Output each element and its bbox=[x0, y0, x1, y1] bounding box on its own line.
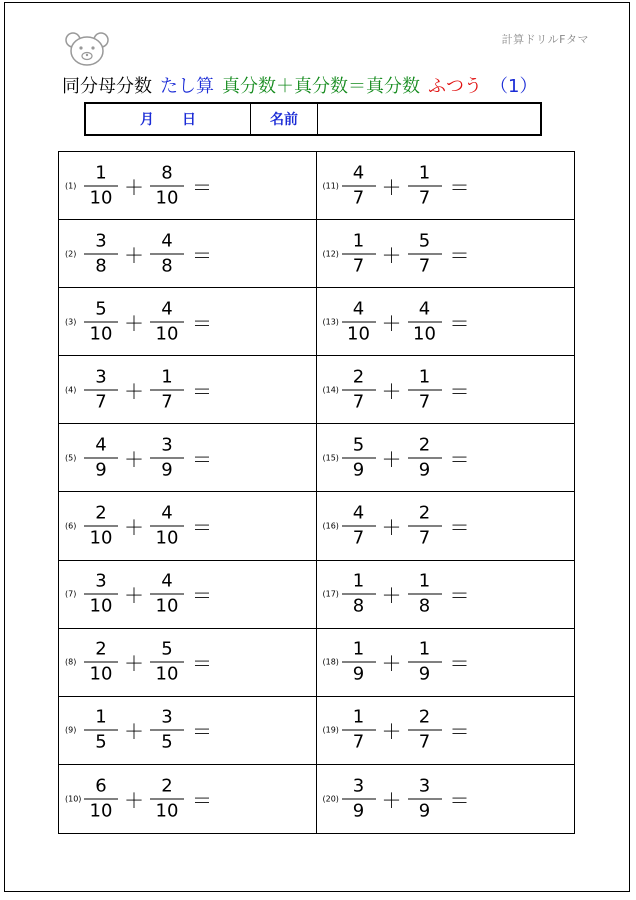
numerator: 2 bbox=[418, 706, 431, 728]
equals-sign: ＝ bbox=[449, 447, 470, 472]
numerator: 8 bbox=[161, 162, 173, 184]
fraction-bar bbox=[342, 389, 376, 390]
equals-sign: ＝ bbox=[449, 515, 470, 540]
denominator: 10 bbox=[155, 323, 179, 345]
name-field[interactable] bbox=[318, 104, 540, 134]
fraction-bar bbox=[150, 594, 184, 595]
numerator: 4 bbox=[352, 298, 365, 320]
numerator: 1 bbox=[95, 162, 107, 184]
denominator: 7 bbox=[418, 527, 431, 549]
problem-cell bbox=[317, 765, 575, 833]
numerator: 1 bbox=[418, 162, 431, 184]
fraction-bar bbox=[408, 253, 442, 254]
title-part: 真分数＋真分数＝真分数 bbox=[222, 76, 420, 97]
brand-text: 計算ドリルFタマ bbox=[501, 33, 589, 46]
fraction-bar bbox=[408, 389, 442, 390]
denominator: 7 bbox=[418, 187, 431, 209]
plus-sign: ＋ bbox=[381, 515, 402, 540]
fraction-expression bbox=[84, 434, 212, 481]
problem-cell bbox=[59, 629, 317, 697]
denominator: 7 bbox=[418, 255, 431, 277]
equals-sign: ＝ bbox=[192, 583, 212, 608]
problem-cell bbox=[317, 356, 575, 424]
first-fraction bbox=[84, 571, 118, 618]
fraction-bar bbox=[150, 185, 184, 186]
problem-cell bbox=[317, 220, 575, 288]
problem-cell bbox=[317, 492, 575, 560]
denominator: 10 bbox=[89, 595, 113, 617]
fraction-bar bbox=[84, 253, 118, 254]
problem-number: (6) bbox=[65, 521, 77, 531]
denominator: 10 bbox=[89, 663, 113, 685]
plus-sign: ＋ bbox=[381, 788, 402, 813]
teddy-bear-icon bbox=[63, 31, 111, 67]
numerator: 3 bbox=[95, 230, 107, 252]
problem-number: (17) bbox=[322, 589, 339, 599]
fraction-bar bbox=[408, 321, 442, 322]
first-fraction bbox=[84, 434, 118, 481]
first-fraction bbox=[84, 230, 118, 277]
numerator: 2 bbox=[161, 775, 173, 797]
fraction-expression bbox=[84, 162, 212, 209]
denominator: 10 bbox=[89, 323, 113, 345]
second-fraction bbox=[150, 366, 184, 413]
plus-sign: ＋ bbox=[124, 651, 144, 676]
name-label: 名前 bbox=[251, 104, 318, 134]
second-fraction bbox=[408, 639, 442, 686]
numerator: 3 bbox=[161, 434, 173, 456]
problem-number: (19) bbox=[322, 725, 339, 735]
second-fraction bbox=[150, 707, 184, 754]
denominator: 10 bbox=[155, 527, 179, 549]
problem-number: (9) bbox=[65, 725, 77, 735]
equals-sign: ＝ bbox=[192, 311, 212, 336]
first-fraction bbox=[342, 298, 376, 345]
denominator: 9 bbox=[352, 800, 365, 822]
plus-sign: ＋ bbox=[124, 515, 144, 540]
problem-number: (11) bbox=[322, 181, 339, 191]
problem-cell bbox=[59, 424, 317, 492]
numerator: 1 bbox=[95, 706, 107, 728]
second-fraction bbox=[408, 775, 442, 822]
first-fraction bbox=[84, 775, 118, 822]
problem-cell bbox=[59, 288, 317, 356]
denominator: 8 bbox=[352, 595, 365, 617]
first-fraction bbox=[342, 775, 376, 822]
second-fraction bbox=[150, 298, 184, 345]
plus-sign: ＋ bbox=[124, 379, 144, 404]
second-fraction bbox=[150, 162, 184, 209]
denominator: 7 bbox=[161, 391, 173, 413]
plus-sign: ＋ bbox=[124, 719, 144, 744]
fraction-bar bbox=[342, 185, 376, 186]
fraction-bar bbox=[408, 730, 442, 731]
fraction-expression bbox=[84, 707, 212, 754]
numerator: 4 bbox=[161, 502, 173, 524]
numerator: 4 bbox=[161, 230, 173, 252]
problem-cell bbox=[59, 152, 317, 220]
problem-number: (4) bbox=[65, 385, 77, 395]
numerator: 2 bbox=[95, 502, 107, 524]
fraction-expression bbox=[84, 775, 212, 822]
fraction-bar bbox=[342, 730, 376, 731]
equals-sign: ＝ bbox=[449, 243, 470, 268]
fraction-bar bbox=[84, 389, 118, 390]
title-part: たし算 bbox=[160, 76, 214, 97]
fraction-bar bbox=[342, 594, 376, 595]
problem-grid bbox=[58, 151, 575, 834]
fraction-bar bbox=[150, 321, 184, 322]
fraction-bar bbox=[150, 253, 184, 254]
numerator: 1 bbox=[161, 366, 173, 388]
denominator: 10 bbox=[89, 800, 113, 822]
fraction-bar bbox=[342, 662, 376, 663]
fraction-bar bbox=[84, 594, 118, 595]
numerator: 1 bbox=[352, 638, 365, 660]
problem-cell bbox=[59, 492, 317, 560]
denominator: 8 bbox=[161, 255, 173, 277]
fraction-bar bbox=[342, 321, 376, 322]
first-fraction bbox=[84, 639, 118, 686]
date-field[interactable] bbox=[86, 104, 251, 134]
title-part: 同分母分数 bbox=[62, 76, 152, 97]
name-date-box bbox=[84, 102, 542, 136]
plus-sign: ＋ bbox=[124, 243, 144, 268]
first-fraction bbox=[84, 162, 118, 209]
first-fraction bbox=[84, 366, 118, 413]
plus-sign: ＋ bbox=[381, 379, 402, 404]
denominator: 7 bbox=[418, 731, 431, 753]
problem-cell bbox=[317, 152, 575, 220]
fraction-expression bbox=[342, 298, 470, 345]
equals-sign: ＝ bbox=[192, 379, 212, 404]
fraction-bar bbox=[84, 730, 118, 731]
plus-sign: ＋ bbox=[124, 583, 144, 608]
numerator: 1 bbox=[418, 638, 431, 660]
second-fraction bbox=[408, 162, 442, 209]
numerator: 4 bbox=[352, 162, 365, 184]
second-fraction bbox=[150, 230, 184, 277]
fraction-expression bbox=[342, 503, 470, 550]
fraction-bar bbox=[84, 526, 118, 527]
plus-sign: ＋ bbox=[381, 175, 402, 200]
numerator: 3 bbox=[352, 775, 365, 797]
fraction-expression bbox=[342, 775, 470, 822]
equals-sign: ＝ bbox=[192, 651, 212, 676]
equals-sign: ＝ bbox=[192, 515, 212, 540]
problem-number: (2) bbox=[65, 249, 77, 259]
numerator: 2 bbox=[418, 502, 431, 524]
fraction-bar bbox=[408, 798, 442, 799]
second-fraction bbox=[150, 571, 184, 618]
problem-number: (1) bbox=[65, 181, 77, 191]
first-fraction bbox=[342, 707, 376, 754]
denominator: 7 bbox=[352, 731, 365, 753]
numerator: 1 bbox=[418, 570, 431, 592]
fraction-expression bbox=[84, 503, 212, 550]
plus-sign: ＋ bbox=[124, 788, 144, 813]
numerator: 1 bbox=[352, 570, 365, 592]
fraction-bar bbox=[150, 526, 184, 527]
numerator: 1 bbox=[352, 230, 365, 252]
first-fraction bbox=[84, 298, 118, 345]
denominator: 10 bbox=[155, 800, 179, 822]
fraction-bar bbox=[150, 457, 184, 458]
problem-number: (12) bbox=[322, 249, 339, 259]
problem-cell bbox=[317, 629, 575, 697]
problem-number: (14) bbox=[322, 385, 339, 395]
fraction-bar bbox=[408, 457, 442, 458]
equals-sign: ＝ bbox=[192, 175, 212, 200]
fraction-bar bbox=[150, 730, 184, 731]
second-fraction bbox=[408, 434, 442, 481]
second-fraction bbox=[408, 503, 442, 550]
denominator: 10 bbox=[89, 527, 113, 549]
numerator: 4 bbox=[418, 298, 431, 320]
fraction-expression bbox=[342, 571, 470, 618]
numerator: 3 bbox=[95, 366, 107, 388]
month-label: 月 bbox=[140, 112, 154, 128]
second-fraction bbox=[150, 503, 184, 550]
equals-sign: ＝ bbox=[449, 788, 470, 813]
denominator: 8 bbox=[95, 255, 107, 277]
denominator: 7 bbox=[352, 187, 365, 209]
numerator: 4 bbox=[161, 298, 173, 320]
equals-sign: ＝ bbox=[449, 583, 470, 608]
first-fraction bbox=[84, 503, 118, 550]
denominator: 10 bbox=[155, 663, 179, 685]
denominator: 8 bbox=[418, 595, 431, 617]
plus-sign: ＋ bbox=[124, 311, 144, 336]
fraction-expression bbox=[84, 571, 212, 618]
plus-sign: ＋ bbox=[381, 583, 402, 608]
numerator: 3 bbox=[161, 706, 173, 728]
plus-sign: ＋ bbox=[381, 651, 402, 676]
fraction-bar bbox=[84, 457, 118, 458]
problem-cell bbox=[59, 697, 317, 765]
problem-cell bbox=[317, 561, 575, 629]
problem-cell bbox=[59, 765, 317, 833]
second-fraction bbox=[150, 775, 184, 822]
denominator: 7 bbox=[95, 391, 107, 413]
day-label: 日 bbox=[182, 112, 196, 128]
second-fraction bbox=[408, 571, 442, 618]
denominator: 10 bbox=[347, 323, 370, 345]
fraction-expression bbox=[342, 366, 470, 413]
problem-cell bbox=[59, 356, 317, 424]
first-fraction bbox=[342, 162, 376, 209]
fraction-bar bbox=[342, 526, 376, 527]
fraction-expression bbox=[84, 639, 212, 686]
denominator: 10 bbox=[155, 187, 179, 209]
fraction-bar bbox=[408, 526, 442, 527]
denominator: 7 bbox=[352, 391, 365, 413]
fraction-expression bbox=[84, 230, 212, 277]
equals-sign: ＝ bbox=[449, 379, 470, 404]
denominator: 9 bbox=[95, 459, 107, 481]
numerator: 2 bbox=[418, 434, 431, 456]
fraction-bar bbox=[408, 594, 442, 595]
fraction-bar bbox=[150, 389, 184, 390]
second-fraction bbox=[408, 366, 442, 413]
fraction-expression bbox=[342, 434, 470, 481]
numerator: 4 bbox=[352, 502, 365, 524]
fraction-expression bbox=[342, 639, 470, 686]
fraction-bar bbox=[84, 662, 118, 663]
denominator: 5 bbox=[95, 731, 107, 753]
problem-cell bbox=[59, 220, 317, 288]
fraction-expression bbox=[342, 162, 470, 209]
problem-number: (10) bbox=[65, 794, 82, 804]
fraction-bar bbox=[408, 185, 442, 186]
denominator: 9 bbox=[161, 459, 173, 481]
problem-number: (8) bbox=[65, 657, 77, 667]
equals-sign: ＝ bbox=[192, 447, 212, 472]
equals-sign: ＝ bbox=[449, 719, 470, 744]
denominator: 7 bbox=[352, 255, 365, 277]
problem-cell bbox=[317, 424, 575, 492]
fraction-bar bbox=[84, 185, 118, 186]
denominator: 7 bbox=[418, 391, 431, 413]
problem-number: (15) bbox=[322, 453, 339, 463]
numerator: 2 bbox=[352, 366, 365, 388]
second-fraction bbox=[150, 639, 184, 686]
first-fraction bbox=[342, 571, 376, 618]
denominator: 9 bbox=[352, 663, 365, 685]
plus-sign: ＋ bbox=[124, 175, 144, 200]
numerator: 6 bbox=[95, 775, 107, 797]
denominator: 9 bbox=[418, 663, 431, 685]
problem-cell bbox=[317, 288, 575, 356]
fraction-expression bbox=[84, 298, 212, 345]
first-fraction bbox=[342, 230, 376, 277]
plus-sign: ＋ bbox=[381, 243, 402, 268]
equals-sign: ＝ bbox=[449, 175, 470, 200]
denominator: 9 bbox=[418, 459, 431, 481]
denominator: 7 bbox=[352, 527, 365, 549]
numerator: 2 bbox=[95, 638, 107, 660]
denominator: 10 bbox=[413, 323, 436, 345]
equals-sign: ＝ bbox=[192, 788, 212, 813]
problem-number: (18) bbox=[322, 657, 339, 667]
numerator: 5 bbox=[161, 638, 173, 660]
title-part: （1） bbox=[490, 76, 538, 97]
first-fraction bbox=[342, 503, 376, 550]
first-fraction bbox=[84, 707, 118, 754]
second-fraction bbox=[408, 230, 442, 277]
problem-number: (3) bbox=[65, 317, 77, 327]
fraction-bar bbox=[342, 798, 376, 799]
plus-sign: ＋ bbox=[381, 719, 402, 744]
first-fraction bbox=[342, 434, 376, 481]
denominator: 10 bbox=[155, 595, 179, 617]
fraction-expression bbox=[342, 230, 470, 277]
plus-sign: ＋ bbox=[124, 447, 144, 472]
fraction-bar bbox=[150, 798, 184, 799]
problem-number: (16) bbox=[322, 521, 339, 531]
numerator: 1 bbox=[352, 706, 365, 728]
fraction-expression bbox=[84, 366, 212, 413]
numerator: 5 bbox=[352, 434, 365, 456]
plus-sign: ＋ bbox=[381, 311, 402, 336]
problem-number: (13) bbox=[322, 317, 339, 327]
fraction-bar bbox=[342, 253, 376, 254]
denominator: 9 bbox=[352, 459, 365, 481]
fraction-bar bbox=[84, 798, 118, 799]
problem-number: (20) bbox=[322, 794, 339, 804]
numerator: 3 bbox=[95, 570, 107, 592]
numerator: 4 bbox=[95, 434, 107, 456]
numerator: 4 bbox=[161, 570, 173, 592]
first-fraction bbox=[342, 366, 376, 413]
problem-number: (7) bbox=[65, 589, 77, 599]
fraction-bar bbox=[84, 321, 118, 322]
second-fraction bbox=[150, 434, 184, 481]
denominator: 5 bbox=[161, 731, 173, 753]
second-fraction bbox=[408, 707, 442, 754]
denominator: 9 bbox=[418, 800, 431, 822]
fraction-bar bbox=[408, 662, 442, 663]
numerator: 3 bbox=[418, 775, 431, 797]
equals-sign: ＝ bbox=[192, 719, 212, 744]
fraction-bar bbox=[342, 457, 376, 458]
equals-sign: ＝ bbox=[449, 311, 470, 336]
first-fraction bbox=[342, 639, 376, 686]
denominator: 10 bbox=[89, 187, 113, 209]
numerator: 1 bbox=[418, 366, 431, 388]
numerator: 5 bbox=[95, 298, 107, 320]
problem-cell bbox=[59, 561, 317, 629]
second-fraction bbox=[408, 298, 442, 345]
numerator: 5 bbox=[418, 230, 431, 252]
plus-sign: ＋ bbox=[381, 447, 402, 472]
title-part: ふつう bbox=[428, 76, 482, 97]
fraction-bar bbox=[150, 662, 184, 663]
problem-cell bbox=[317, 697, 575, 765]
equals-sign: ＝ bbox=[449, 651, 470, 676]
equals-sign: ＝ bbox=[192, 243, 212, 268]
page-title bbox=[62, 72, 582, 98]
fraction-expression bbox=[342, 707, 470, 754]
problem-number: (5) bbox=[65, 453, 77, 463]
